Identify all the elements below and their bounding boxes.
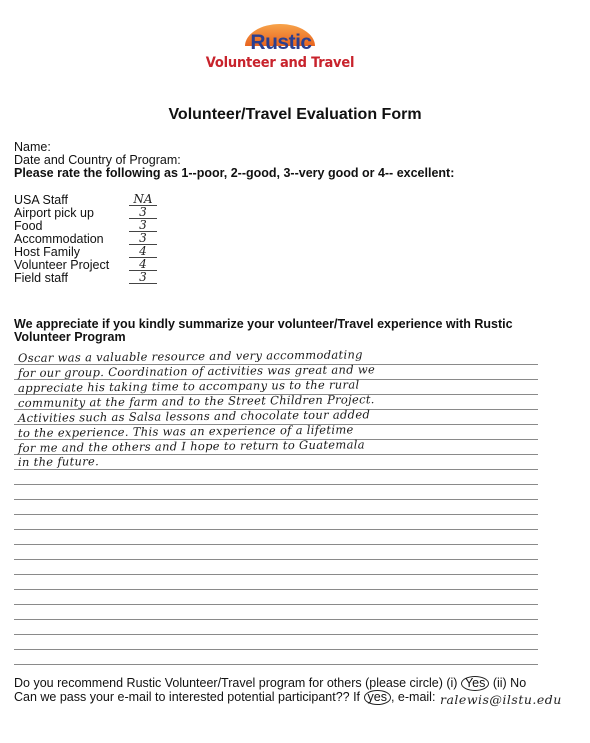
- recommend-yes-option[interactable]: Yes: [461, 676, 489, 691]
- rating-label-field-staff: Field staff: [14, 271, 68, 285]
- rating-label-accommodation: Accommodation: [14, 232, 104, 246]
- recommend-question-text: Do you recommend Rustic Volunteer/Travel program for others (please circle) (i): [14, 676, 458, 690]
- writing-rule: [14, 469, 538, 470]
- writing-rule: [14, 589, 538, 590]
- rating-value-accommodation[interactable]: 3: [129, 232, 157, 245]
- rating-label-usa-staff: USA Staff: [14, 193, 68, 207]
- writing-rule: [14, 664, 538, 665]
- rating-value-field-staff[interactable]: 3: [129, 271, 157, 284]
- recommend-no-option[interactable]: (ii) No: [492, 676, 527, 690]
- writing-rule: [14, 484, 538, 485]
- email-yes-option[interactable]: yes: [364, 690, 391, 705]
- handwritten-line: Oscar was a valuable resource and very accommodating: [17, 347, 363, 365]
- handwritten-line: to the experience. This was an experience of a lifetime: [17, 422, 354, 440]
- rating-value-volunteer-project[interactable]: 4: [129, 258, 157, 271]
- email-value[interactable]: ralewis@ilstu.edu: [440, 692, 562, 707]
- rating-value-usa-staff[interactable]: NA: [129, 193, 157, 206]
- rating-value-host-family[interactable]: 4: [129, 245, 157, 258]
- rating-value-airport-pickup[interactable]: 3: [129, 206, 157, 219]
- email-label: , e-mail:: [390, 690, 436, 704]
- rating-label-airport-pickup: Airport pick up: [14, 206, 94, 220]
- logo-word-rustic: Rustic: [250, 31, 312, 54]
- handwritten-line: in the future.: [17, 454, 100, 469]
- writing-rule: [14, 649, 538, 650]
- email-question-text: Can we pass your e-mail to interested potential participant?? If: [14, 690, 361, 704]
- summary-prompt-line-2: Volunteer Program: [14, 330, 126, 344]
- handwritten-line: appreciate his taking time to accompany us to the rural: [17, 377, 360, 395]
- form-title: Volunteer/Travel Evaluation Form: [168, 106, 422, 123]
- handwritten-line: Activities such as Salsa lessons and chocolate tour added: [17, 407, 371, 425]
- writing-rule: [14, 514, 538, 515]
- rating-label-food: Food: [14, 219, 43, 233]
- name-label: Name:: [14, 140, 51, 154]
- writing-rule: [14, 499, 538, 500]
- handwritten-line: community at the farm and to the Street Children Project.: [17, 392, 375, 410]
- writing-rule: [14, 574, 538, 575]
- writing-rule: [14, 634, 538, 635]
- writing-rule: [14, 619, 538, 620]
- writing-rule: [14, 544, 538, 545]
- handwritten-line: for me and the others and I hope to return to Guatemala: [17, 437, 365, 455]
- rating-instruction: Please rate the following as 1--poor, 2--good, 3--very good or 4-- excellent:: [14, 166, 455, 180]
- writing-rule: [14, 559, 538, 560]
- writing-rule: [14, 529, 538, 530]
- rating-label-host-family: Host Family: [14, 245, 80, 259]
- recommend-question: [14, 676, 526, 691]
- rating-label-volunteer-project: Volunteer Project: [14, 258, 110, 272]
- email-question: [14, 690, 435, 705]
- writing-rule: [14, 604, 538, 605]
- summary-prompt-line-1: We appreciate if you kindly summarize your volunteer/Travel experience with Rustic: [14, 317, 513, 331]
- rustic-logo: [205, 14, 355, 76]
- date-country-label: Date and Country of Program:: [14, 153, 181, 167]
- logo-word-volunteer-travel: Volunteer and Travel: [205, 55, 355, 71]
- rating-value-food[interactable]: 3: [129, 219, 157, 232]
- handwritten-line: for our group. Coordination of activities was great and we: [17, 362, 376, 380]
